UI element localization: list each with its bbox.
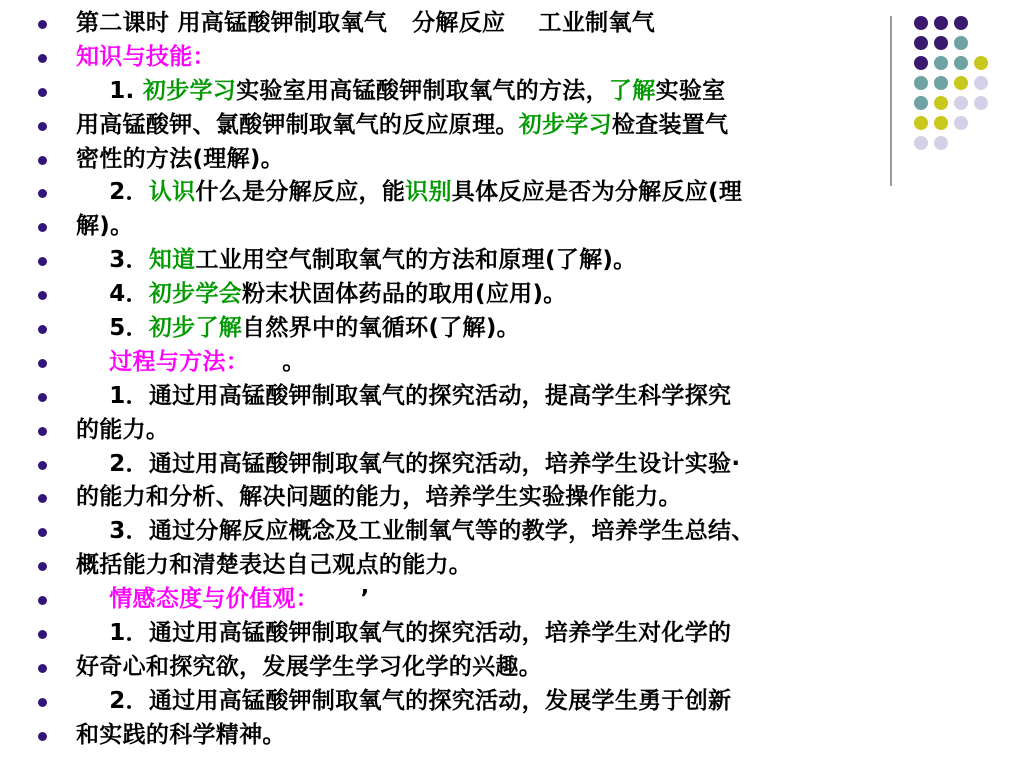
decorative-dot xyxy=(934,96,948,110)
bullet-line xyxy=(30,651,890,685)
bullet-line xyxy=(30,312,890,346)
body-text: 自然界中的氧循环(了解)。 xyxy=(242,315,520,342)
bullet-line xyxy=(30,176,890,210)
bullet-dot-icon xyxy=(38,528,47,537)
body-text: 什么是分解反应，能 xyxy=(195,179,406,206)
decorative-dot xyxy=(914,56,928,70)
decorative-dot xyxy=(914,36,928,50)
body-text: 实验室用高锰酸钾制取氧气的方法， xyxy=(236,77,609,104)
bullet-line xyxy=(30,7,890,41)
bullet-line xyxy=(30,448,890,482)
bullet-dot-icon xyxy=(38,257,47,266)
body-text: 的能力。 xyxy=(76,416,170,443)
bullet-line xyxy=(30,346,890,380)
bullet-dot-icon xyxy=(38,427,47,436)
bullet-line xyxy=(30,583,890,617)
body-text: 。 xyxy=(249,348,306,375)
bullet-line xyxy=(30,380,890,414)
decorative-dot xyxy=(954,116,968,130)
body-text: 第二课时 用高锰酸钾制取氧气 分解反应 工业制氧气 xyxy=(76,10,656,36)
body-text: 检查装置气 xyxy=(611,111,729,138)
body-text: ’ xyxy=(318,586,370,613)
body-text: 好奇心和探究欲，发展学生学习化学的兴趣。 xyxy=(76,653,542,680)
decorative-dot xyxy=(954,36,968,50)
emphasis-text: 知道 xyxy=(148,247,196,274)
body-text: 3． xyxy=(76,247,149,274)
bullet-dot-icon xyxy=(38,189,47,198)
decorative-dot xyxy=(914,76,928,90)
bullet-line xyxy=(30,481,890,515)
body-text: 2．通过用高锰酸钾制取氧气的探究活动，发展学生勇于创新 xyxy=(76,687,732,714)
body-text: 2． xyxy=(76,179,149,206)
body-text: 粉末状固体药品的取用(应用)。 xyxy=(242,281,567,308)
bullet-dot-icon xyxy=(38,393,47,402)
decorative-dot xyxy=(934,136,948,150)
decorative-dot xyxy=(934,56,948,70)
body-text: 1. xyxy=(76,77,143,104)
section-heading: 知识与技能： xyxy=(76,43,216,70)
bullet-line xyxy=(30,75,890,109)
bullet-dot-icon xyxy=(38,630,47,639)
bullet-dot-icon xyxy=(38,732,47,741)
decorative-dot xyxy=(914,16,928,30)
body-text: 概括能力和清楚表达自己观点的能力。 xyxy=(76,552,473,579)
body-text: 工业用空气制取氧气的方法和原理(了解)。 xyxy=(195,247,637,274)
bullet-line xyxy=(30,210,890,244)
decorative-dot xyxy=(914,116,928,130)
bullet-line xyxy=(30,549,890,583)
body-text: 和实践的科学精神。 xyxy=(76,721,286,748)
decorative-dot xyxy=(954,56,968,70)
decorative-dot xyxy=(934,116,948,130)
body-text: 实验室 xyxy=(655,77,726,104)
bullet-dot-icon xyxy=(38,698,47,707)
decorative-dot-grid xyxy=(906,16,1016,166)
decorative-dot xyxy=(974,56,988,70)
bullet-line xyxy=(30,278,890,312)
emphasis-text: 初步学习 xyxy=(142,77,237,104)
decorative-dot xyxy=(934,36,948,50)
decorative-dot xyxy=(954,16,968,30)
bullet-line xyxy=(30,414,890,448)
emphasis-text: 初步学习 xyxy=(518,111,612,138)
bullet-line xyxy=(30,244,890,278)
decorative-dot xyxy=(974,76,988,90)
emphasis-text: 初步学会 xyxy=(148,281,243,308)
bullet-dot-icon xyxy=(38,54,47,63)
body-text: 3．通过分解反应概念及工业制氧气等的教学，培养学生总结、 xyxy=(76,518,755,545)
bullet-dot-icon xyxy=(38,223,47,232)
bullet-dot-icon xyxy=(38,20,47,29)
bullet-line xyxy=(30,41,890,75)
bullet-dot-icon xyxy=(38,291,47,300)
bullet-line xyxy=(30,143,890,177)
bullet-dot-icon xyxy=(38,359,47,368)
bullet-dot-icon xyxy=(38,494,47,503)
decorative-dot xyxy=(974,96,988,110)
decorative-dot xyxy=(914,136,928,150)
section-heading: 过程与方法： xyxy=(76,348,250,375)
decorative-dot xyxy=(934,76,948,90)
decorative-dot xyxy=(954,76,968,90)
bullet-dot-icon xyxy=(38,325,47,334)
body-text: 4． xyxy=(76,281,149,308)
bullet-line xyxy=(30,617,890,651)
body-text: 的能力和分析、解决问题的能力，培养学生实验操作能力。 xyxy=(76,484,682,511)
bullet-line xyxy=(30,109,890,143)
bullet-line xyxy=(30,685,890,719)
bullet-line xyxy=(30,719,890,753)
emphasis-text: 初步了解 xyxy=(148,315,243,342)
bullet-dot-icon xyxy=(38,122,47,131)
body-text: 具体反应是否为分解反应(理 xyxy=(451,179,743,206)
body-text: 2．通过用高锰酸钾制取氧气的探究活动，培养学生设计实验· xyxy=(76,450,741,477)
section-heading: 情感态度与价值观： xyxy=(76,586,319,613)
decorative-dot xyxy=(954,96,968,110)
vertical-divider xyxy=(890,16,892,186)
bullet-dot-icon xyxy=(38,461,47,470)
bullet-dot-icon xyxy=(38,88,47,97)
bullet-line xyxy=(30,515,890,549)
bullet-dot-icon xyxy=(38,596,47,605)
bullet-list xyxy=(30,7,890,753)
body-text: 5． xyxy=(76,315,149,342)
decorative-dot xyxy=(914,96,928,110)
emphasis-text: 了解 xyxy=(608,77,656,104)
decorative-dot xyxy=(934,16,948,30)
bullet-dot-icon xyxy=(38,156,47,165)
body-text: 用高锰酸钾、氯酸钾制取氧气的反应原理。 xyxy=(76,111,519,138)
bullet-dot-icon xyxy=(38,562,47,571)
body-text: 1．通过用高锰酸钾制取氧气的探究活动，提高学生科学探究 xyxy=(76,382,732,409)
body-text: 1．通过用高锰酸钾制取氧气的探究活动，培养学生对化学的 xyxy=(76,620,732,647)
bullet-dot-icon xyxy=(38,664,47,673)
body-text: 解)。 xyxy=(76,213,134,240)
body-text: 密性的方法(理解)。 xyxy=(76,145,285,172)
emphasis-text: 识别 xyxy=(405,179,452,206)
emphasis-text: 认识 xyxy=(148,179,196,206)
